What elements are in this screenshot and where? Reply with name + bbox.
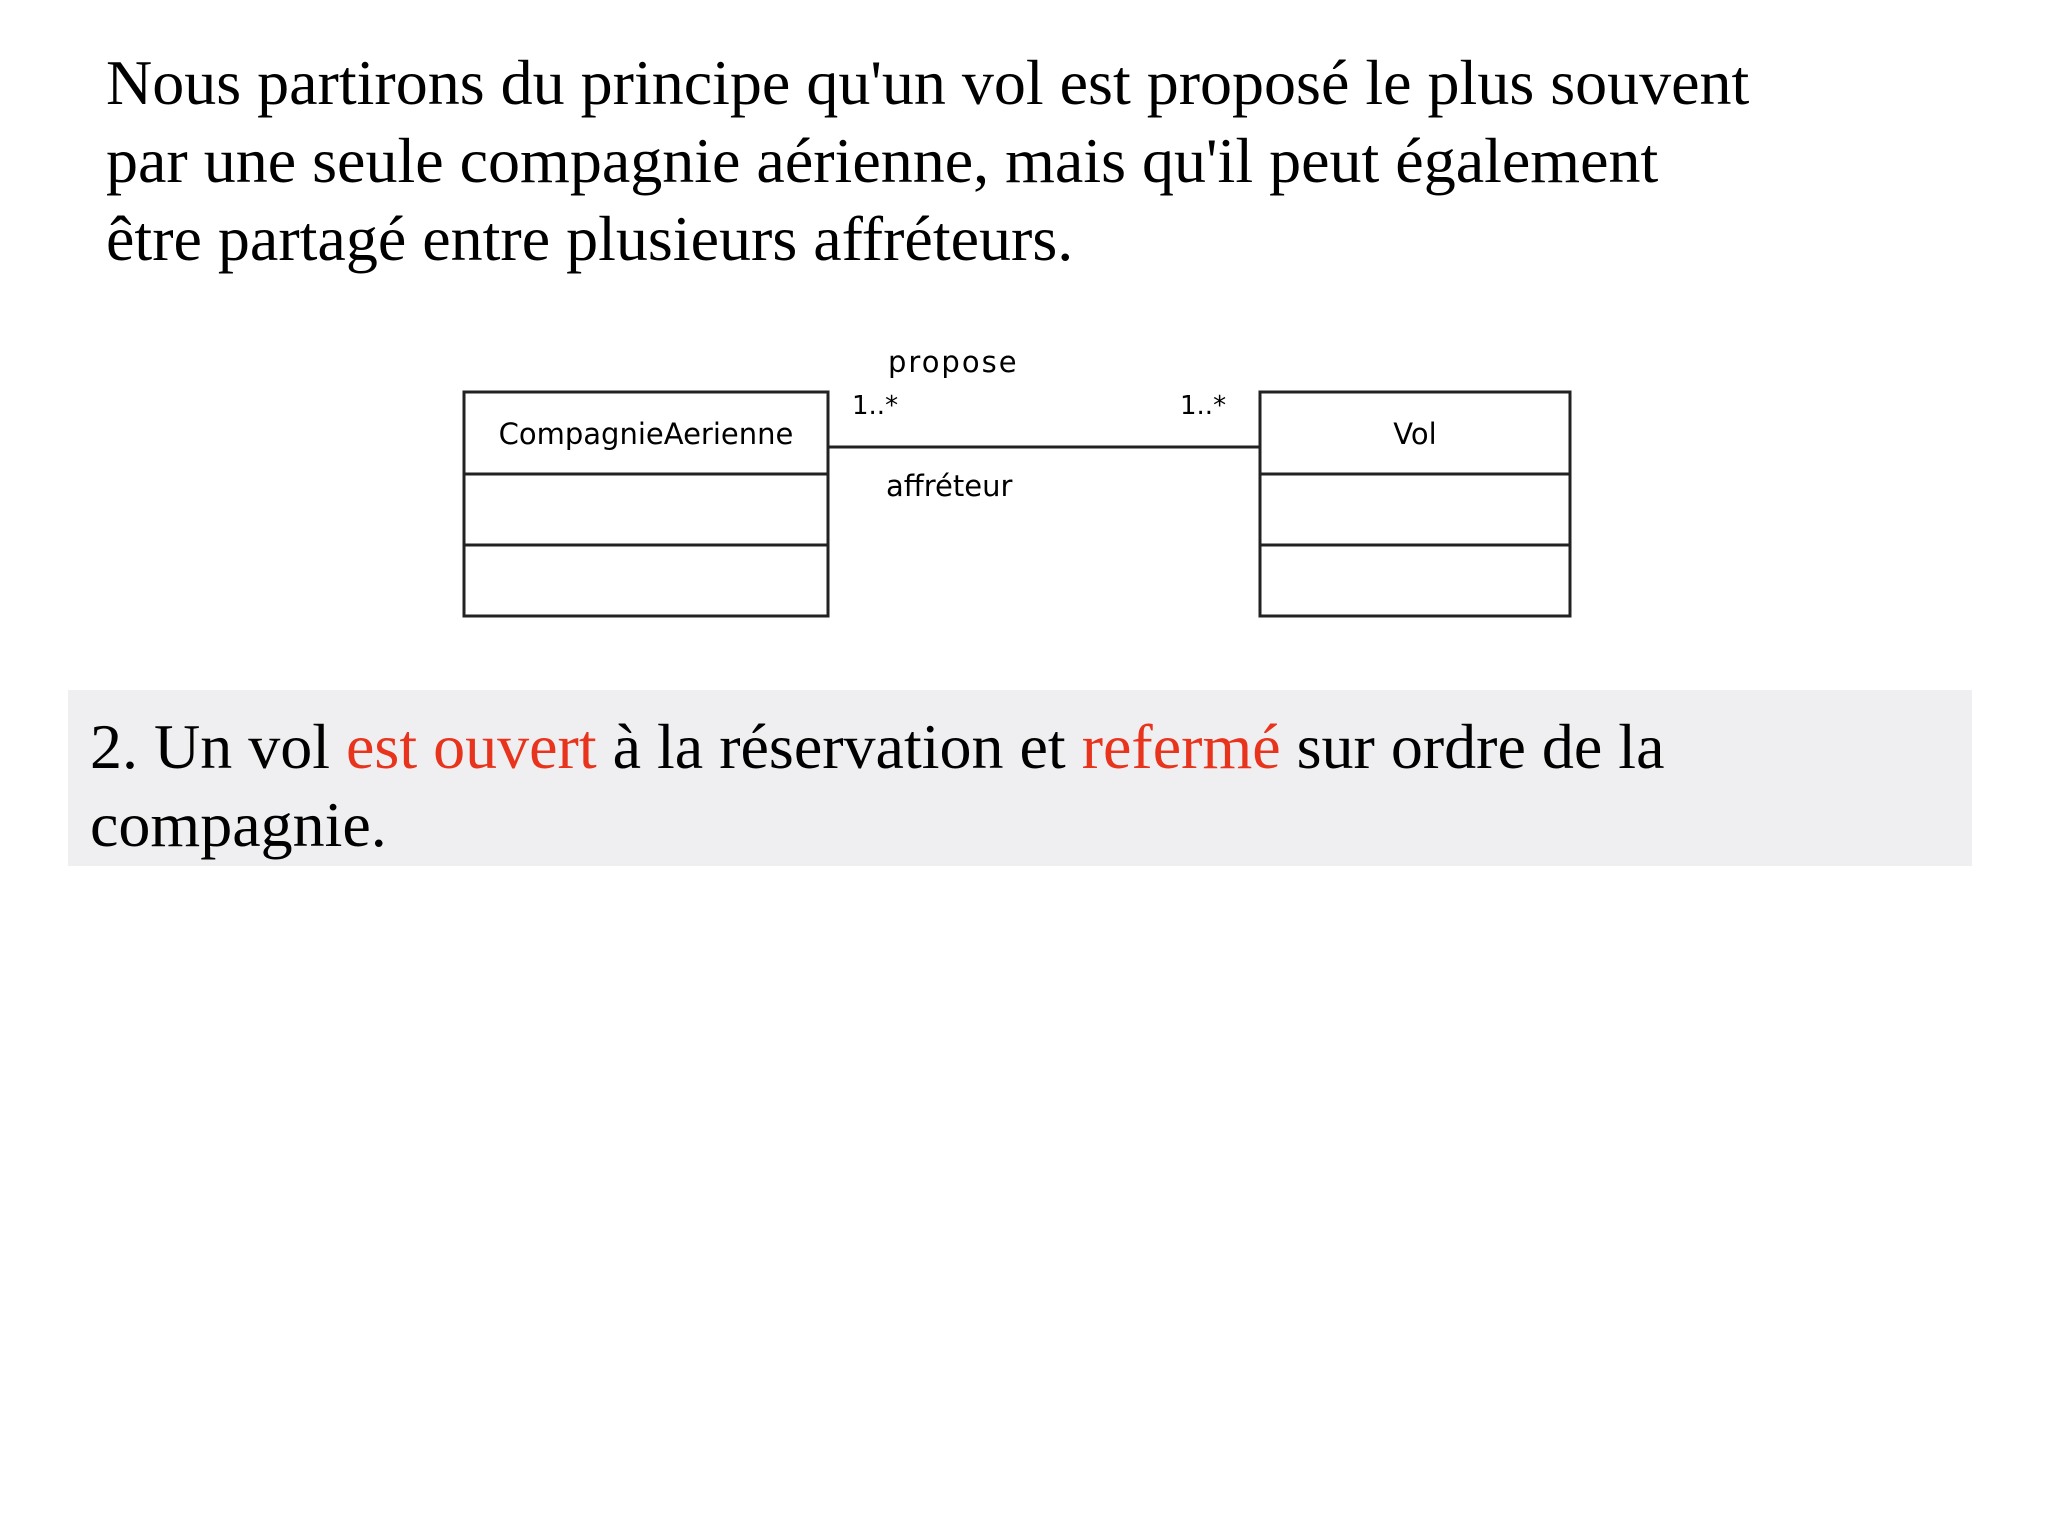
multiplicity-right: 1..* [1180,391,1227,421]
intro-line-3: être partagé entre plusieurs affréteurs. [106,203,1074,274]
association-label-top: propose [888,345,1019,379]
point-2-line-2: compagnie. [90,789,387,860]
point-2-highlight-est-ouvert: est ouvert [346,711,597,782]
class-box-compagnie-aerienne [464,392,828,616]
intro-paragraph [106,44,1986,278]
intro-line-2: par une seule compagnie aérienne, mais qu'il peut également [106,125,1659,196]
point-2-text-a: 2. Un vol [90,711,346,782]
point-2-line-1 [90,708,1950,786]
point-2-text-b: à la réservation et [596,711,1082,782]
point-2-panel [68,690,1972,866]
point-2-highlight-referme: refermé [1081,711,1281,782]
uml-diagram-canvas [440,330,1600,630]
point-2-text-c: sur ordre de la [1280,711,1665,782]
class-box-vol [1260,392,1570,616]
intro-line-1: Nous partirons du principe qu'un vol est proposé le plus souvent [106,47,1750,118]
class-name-right: Vol [1393,417,1437,451]
uml-class-diagram [440,330,1600,630]
multiplicity-left: 1..* [852,391,899,421]
class-name-left: CompagnieAerienne [498,417,794,451]
association-label-bottom: affréteur [886,469,1013,503]
